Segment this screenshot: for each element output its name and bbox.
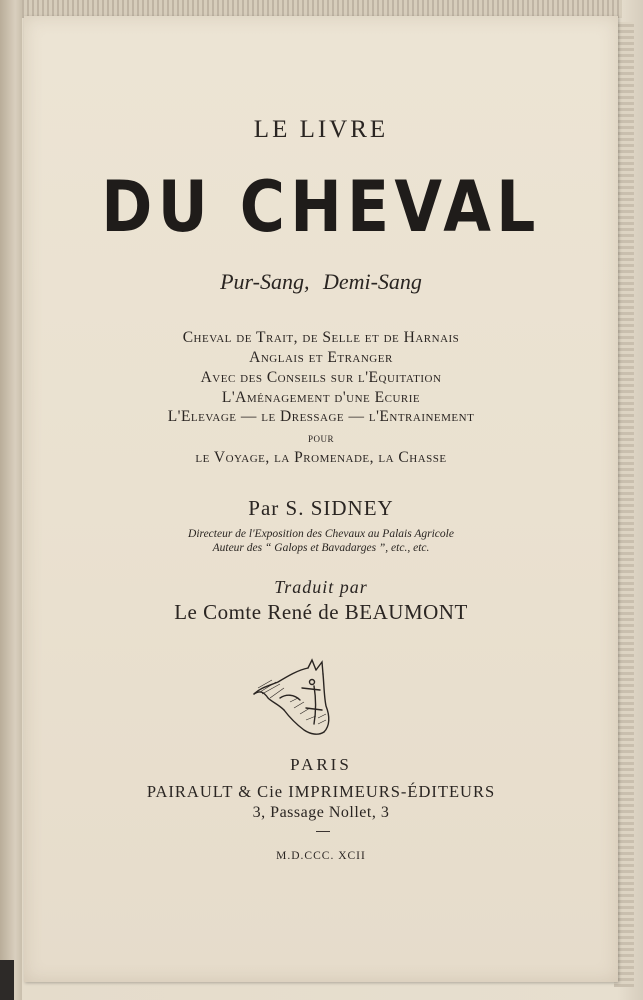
spine-dark-corner <box>0 960 14 1000</box>
title-line-1: LE LIVRE <box>253 116 389 143</box>
book-spine <box>0 0 22 1000</box>
contents-line-6: pour <box>307 430 334 445</box>
imprint-date: M.D.CCC. XCII <box>276 850 366 862</box>
contents-line-7: le Voyage, la Promenade, la Chasse <box>195 449 447 466</box>
author-role-1: Directeur de l'Exposition des Chevaux au Palais Agricole <box>188 528 454 540</box>
contents-line-2: Anglais et Etranger <box>249 349 393 366</box>
contents-line-1: Cheval de Trait, de Selle et de Harnais <box>182 329 460 346</box>
imprint-city: PARIS <box>290 755 352 774</box>
main-title: DU CHEVAL <box>101 166 541 248</box>
translation-label: Traduit par <box>274 577 368 597</box>
imprint-separator <box>316 831 330 832</box>
contents-line-3: Avec des Conseils sur l'Equitation <box>200 369 442 386</box>
imprint-publisher: PAIRAULT & Cie IMPRIMEURS-ÉDITEURS <box>146 782 496 801</box>
translator-name: Le Comte René de BEAUMONT <box>174 600 468 624</box>
contents-line-4: L'Aménagement d'une Ecurie <box>221 389 421 406</box>
horse-head-icon <box>250 658 334 738</box>
author-role-2: Auteur des “ Galops et Bavadarges ”, etc., etc. <box>212 542 430 554</box>
subtitle: Pur-Sang, Demi-Sang <box>220 269 422 294</box>
imprint-address: 3, Passage Nollet, 3 <box>252 804 390 821</box>
author-byline: Par S. SIDNEY <box>248 496 394 520</box>
contents-line-5: L'Elevage — le Dressage — l'Entrainement <box>167 408 475 425</box>
